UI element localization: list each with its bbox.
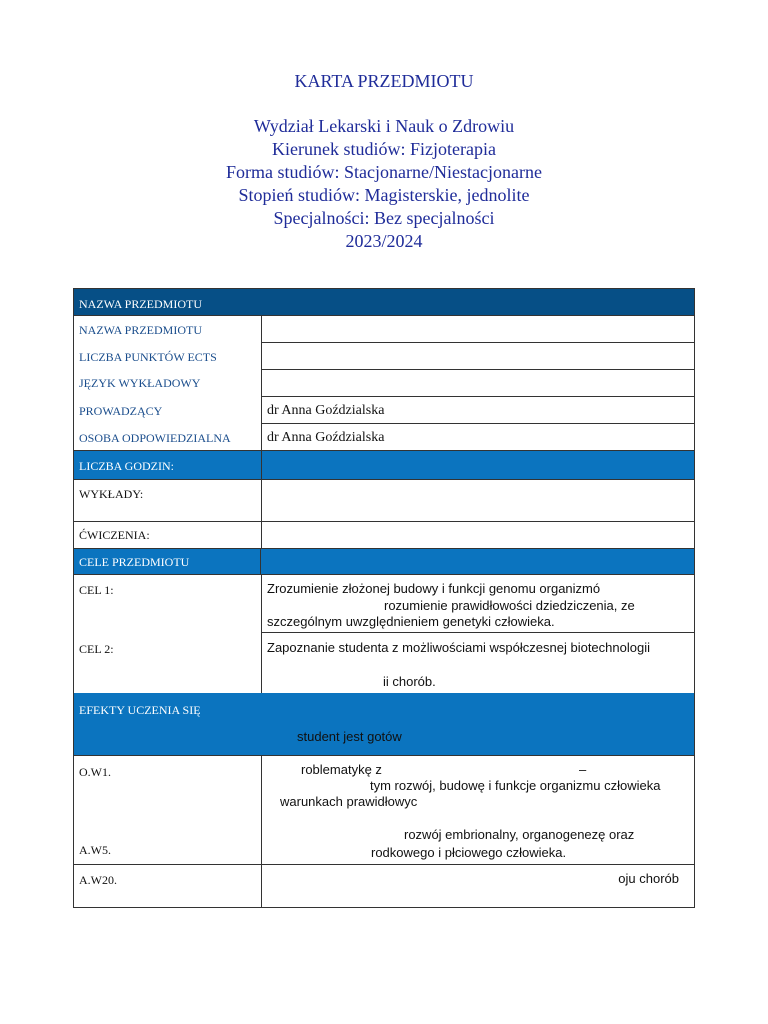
field-of-study-line: Kierunek studiów: Fizjoterapia [272, 139, 496, 159]
ow1-label: O.W1. [79, 765, 111, 779]
row-osoba [73, 424, 695, 451]
row-aw20 [73, 864, 695, 908]
row-ects-value-cell [261, 343, 695, 370]
row-jezyk [73, 370, 695, 397]
cel-divider [262, 632, 694, 633]
row-prowadzacy-value-cell [261, 397, 695, 424]
row-ects [73, 343, 695, 370]
section-header-cele [73, 548, 695, 574]
section-header-godzin [73, 451, 695, 479]
cele-divider [260, 549, 261, 574]
row-osoba-label-cell [73, 424, 261, 450]
aw5-line-2: rodkowego i płciowego człowieka. [371, 845, 567, 860]
document-title: KARTA PRZEDMIOTU [294, 71, 474, 91]
efekty-label: EFEKTY UCZENIA SIĘ [79, 703, 201, 717]
ow1-line-1: roblematykę z [301, 762, 382, 777]
efekty-text: student jest gotów [297, 729, 402, 744]
osoba-value: dr Anna Goździalska [267, 430, 385, 445]
row-prowadzacy [73, 397, 695, 424]
row-cele [73, 574, 695, 693]
cel2-line-1: Zapoznanie studenta z możliwościami współczesnej biotechnologii [267, 640, 650, 655]
cel1-line-3: szczególnym uwzględnieniem genetyki człowieka. [267, 614, 555, 629]
row-efekty-label-cell [73, 756, 261, 864]
row-ects-label-cell [73, 343, 261, 370]
prowadzacy-value: dr Anna Goździalska [267, 403, 385, 418]
wyklady-label: WYKŁADY: [79, 487, 144, 501]
row-jezyk-label-cell [73, 370, 261, 397]
cel1-label: CEL 1: [79, 583, 114, 597]
row-jezyk-value-cell [261, 370, 695, 397]
row-osoba-value-cell [261, 424, 695, 450]
section-header-efekty [73, 693, 695, 755]
row-wyklady-value-cell [261, 480, 695, 521]
row-cele-label-cell [73, 575, 261, 693]
row-nazwa-value-cell [261, 316, 695, 343]
study-degree-line: Stopień studiów: Magisterskie, jednolite [238, 185, 530, 205]
row-wyklady [73, 479, 695, 521]
cel1-line-1: Zrozumienie złożonej budowy i funkcji genomu organizmó [267, 581, 601, 596]
ow1-line-2: tym rozwój, budowę i funkcje organizmu człowieka [370, 778, 661, 793]
row-efekty-value-cell [261, 756, 695, 864]
row-cwiczenia [73, 521, 695, 548]
aw20-text: oju chorób [618, 871, 679, 886]
aw5-label: A.W5. [79, 843, 111, 857]
row-cwiczenia-label-cell [73, 522, 261, 548]
row-nazwa-label-cell [73, 316, 261, 343]
godzin-label: LICZBA GODZIN: [79, 459, 174, 473]
row-aw20-label-cell [73, 865, 261, 907]
academic-year-line: 2023/2024 [345, 231, 423, 251]
faculty-line: Wydział Lekarski i Nauk o Zdrowiu [253, 116, 515, 136]
row-cele-value-cell [261, 575, 695, 693]
cel2-line-2: ii chorób. [383, 674, 436, 689]
course-card-table [73, 288, 695, 908]
row-aw20-value-cell [261, 865, 695, 907]
section-header-nazwa [73, 288, 695, 316]
osoba-label: OSOBA ODPOWIEDZIALNA [79, 431, 231, 445]
prowadzacy-label: PROWADZĄCY [79, 404, 163, 418]
document-subtitle-block [0, 115, 768, 253]
row-wyklady-label-cell [73, 480, 261, 521]
ects-label: LICZBA PUNKTÓW ECTS [79, 350, 217, 364]
cele-label: CELE PRZEDMIOTU [79, 555, 190, 569]
row-cwiczenia-value-cell [261, 522, 695, 548]
nazwa-label: NAZWA PRZEDMIOTU [79, 323, 202, 337]
row-efekty-ow1-aw5 [73, 755, 695, 864]
section-nazwa-label: NAZWA PRZEDMIOTU [79, 297, 202, 311]
row-nazwa [73, 316, 695, 343]
aw5-line-1: rozwój embrionalny, organogenezę oraz [404, 827, 635, 842]
cel1-line-2: rozumienie prawidłowości dziedziczenia, ze [384, 598, 635, 613]
study-form-line: Forma studiów: Stacjonarne/Niestacjonarne [226, 162, 542, 182]
ow1-line-3: warunkach prawidłowyc [280, 794, 418, 809]
ow1-dash: – [579, 762, 587, 777]
specialty-line: Specjalności: Bez specjalności [273, 208, 495, 228]
jezyk-label: JĘZYK WYKŁADOWY [79, 376, 201, 390]
cel2-label: CEL 2: [79, 642, 114, 656]
aw20-label: A.W20. [79, 873, 117, 887]
row-prowadzacy-label-cell [73, 397, 261, 424]
godzin-divider [261, 451, 262, 479]
cwiczenia-label: ĆWICZENIA: [79, 528, 150, 542]
